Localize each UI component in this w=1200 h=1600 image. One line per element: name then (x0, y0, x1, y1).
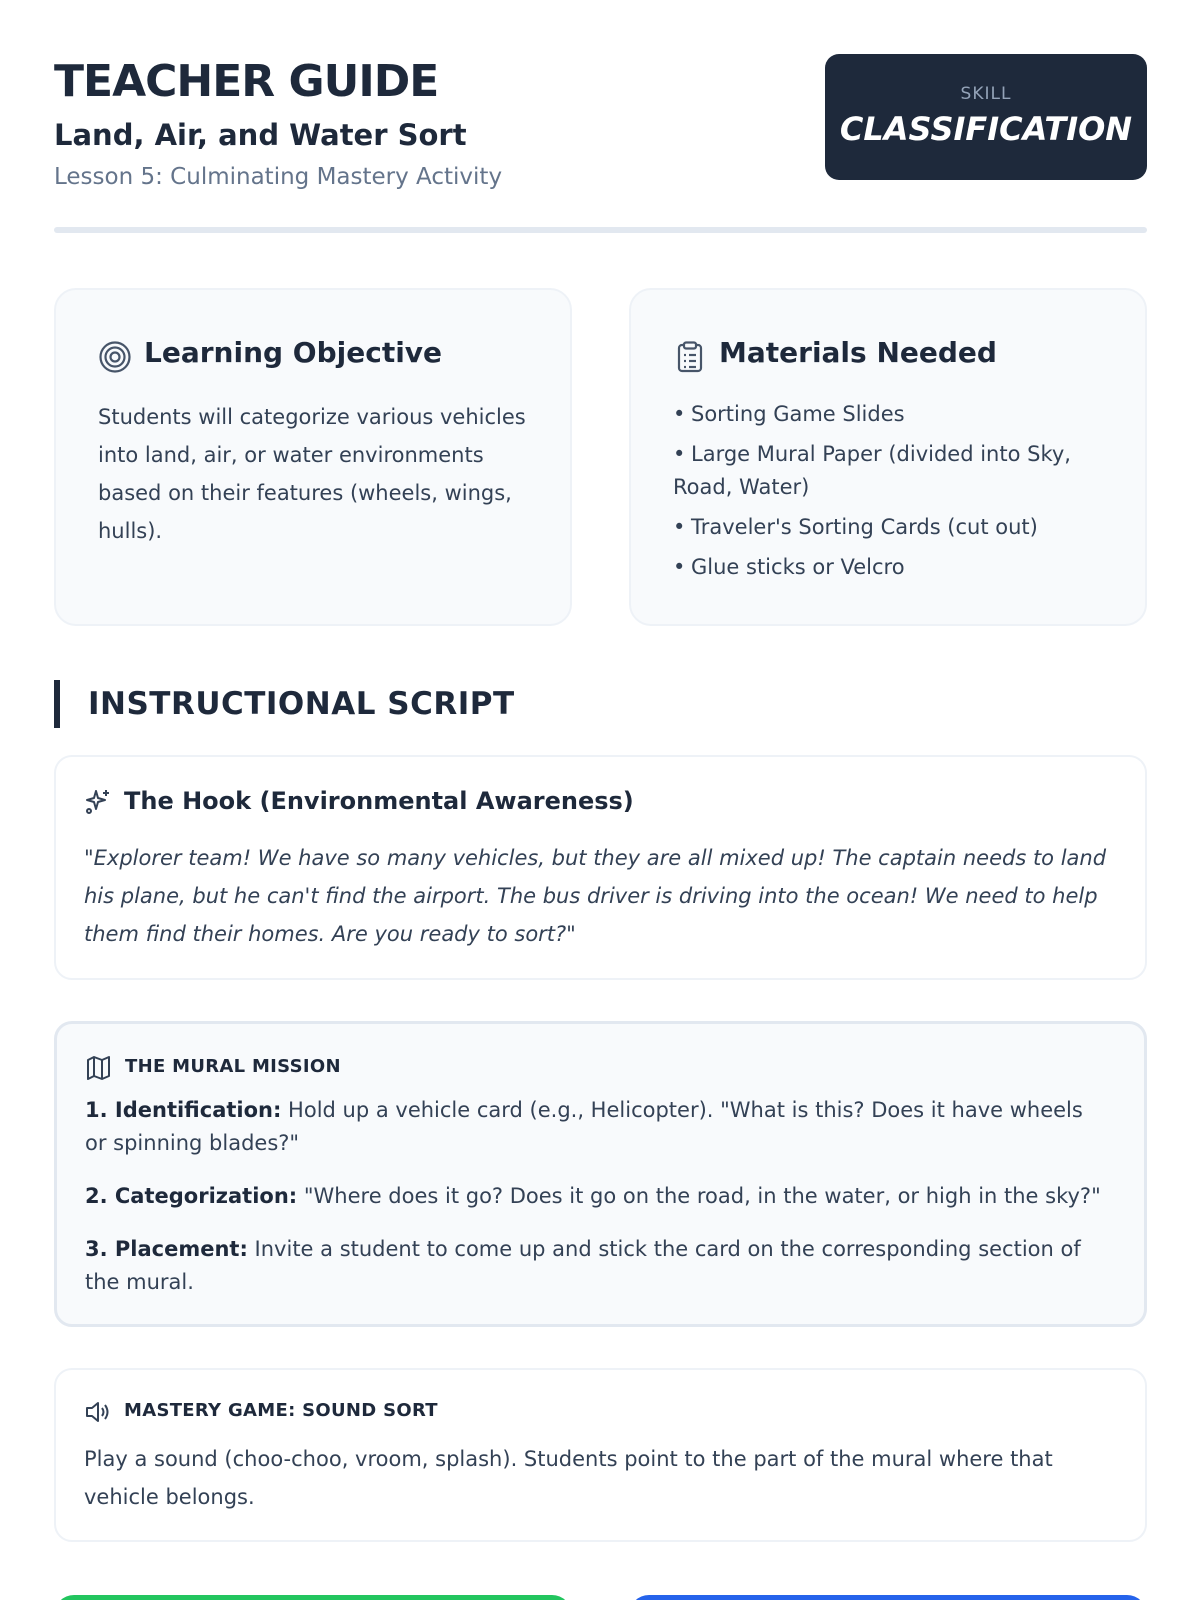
page-title: TEACHER GUIDE (54, 56, 439, 107)
teacher-guide-page (54, 0, 1147, 1509)
mural-step-1: 1. Identification: Hold up a vehicle card (e.g., Helicopter). "What is this? Does it have wheels or spinning blades?" (85, 1098, 1083, 1155)
learning-objective-title: Learning Objective (144, 336, 443, 369)
speaker-icon (84, 1398, 112, 1426)
sound-sort-title: MASTERY GAME: SOUND SORT (124, 1400, 438, 1421)
learning-objective-text: Students will categorize various vehicles into land, air, or water environments based on their features (wheels, wings, hulls). (98, 405, 526, 543)
list-item: • Sorting Game Slides (673, 402, 905, 426)
map-icon (85, 1054, 113, 1082)
lesson-label: Lesson 5: Culminating Mastery Activity (54, 164, 503, 190)
guide-header (54, 0, 1147, 234)
section-title: INSTRUCTIONAL SCRIPT (88, 686, 515, 722)
hook-quote: "Explorer team! We have so many vehicles, but they are all mixed up! The captain needs to land his plane, but he can't find the airport. The bus driver is driving into the ocean! We need to help them find their homes. Are you ready to sort?" (84, 846, 1107, 946)
clipboard-icon (673, 340, 707, 374)
green-footer-card (54, 1595, 572, 1600)
materials-title: Materials Needed (719, 336, 997, 369)
mural-mission-box (54, 1021, 1147, 1327)
sound-sort-box (54, 1368, 1147, 1542)
header-divider (54, 227, 1147, 233)
learning-objective-card (54, 288, 572, 626)
materials-card (629, 288, 1147, 626)
blue-footer-card (629, 1595, 1147, 1600)
list-item: • Glue sticks or Velcro (673, 555, 905, 579)
skill-badge-label: SKILL (960, 84, 1012, 104)
target-icon (98, 340, 132, 374)
skill-badge-value: CLASSIFICATION (839, 110, 1133, 148)
mural-mission-title: THE MURAL MISSION (125, 1056, 341, 1077)
mural-step-3: 3. Placement: Invite a student to come up and stick the card on the corresponding section of the mural. (85, 1237, 1081, 1294)
mural-step-2: 2. Categorization: "Where does it go? Does it go on the road, in the water, or high in the sky?" (85, 1184, 1101, 1208)
page-subtitle: Land, Air, and Water Sort (54, 118, 467, 152)
skill-badge (825, 54, 1147, 180)
section-accent-bar (54, 680, 60, 728)
list-item: • Large Mural Paper (divided into Sky, Road, Water) (673, 442, 1071, 499)
list-item: • Traveler's Sorting Cards (cut out) (673, 515, 1038, 539)
hook-title: The Hook (Environmental Awareness) (124, 787, 634, 815)
sparkles-icon (84, 787, 112, 815)
sound-sort-text: Play a sound (choo-choo, vroom, splash). Students point to the part of the mural where that vehicle belongs. (84, 1447, 1053, 1509)
materials-list (673, 398, 1105, 591)
hook-box (54, 755, 1147, 980)
